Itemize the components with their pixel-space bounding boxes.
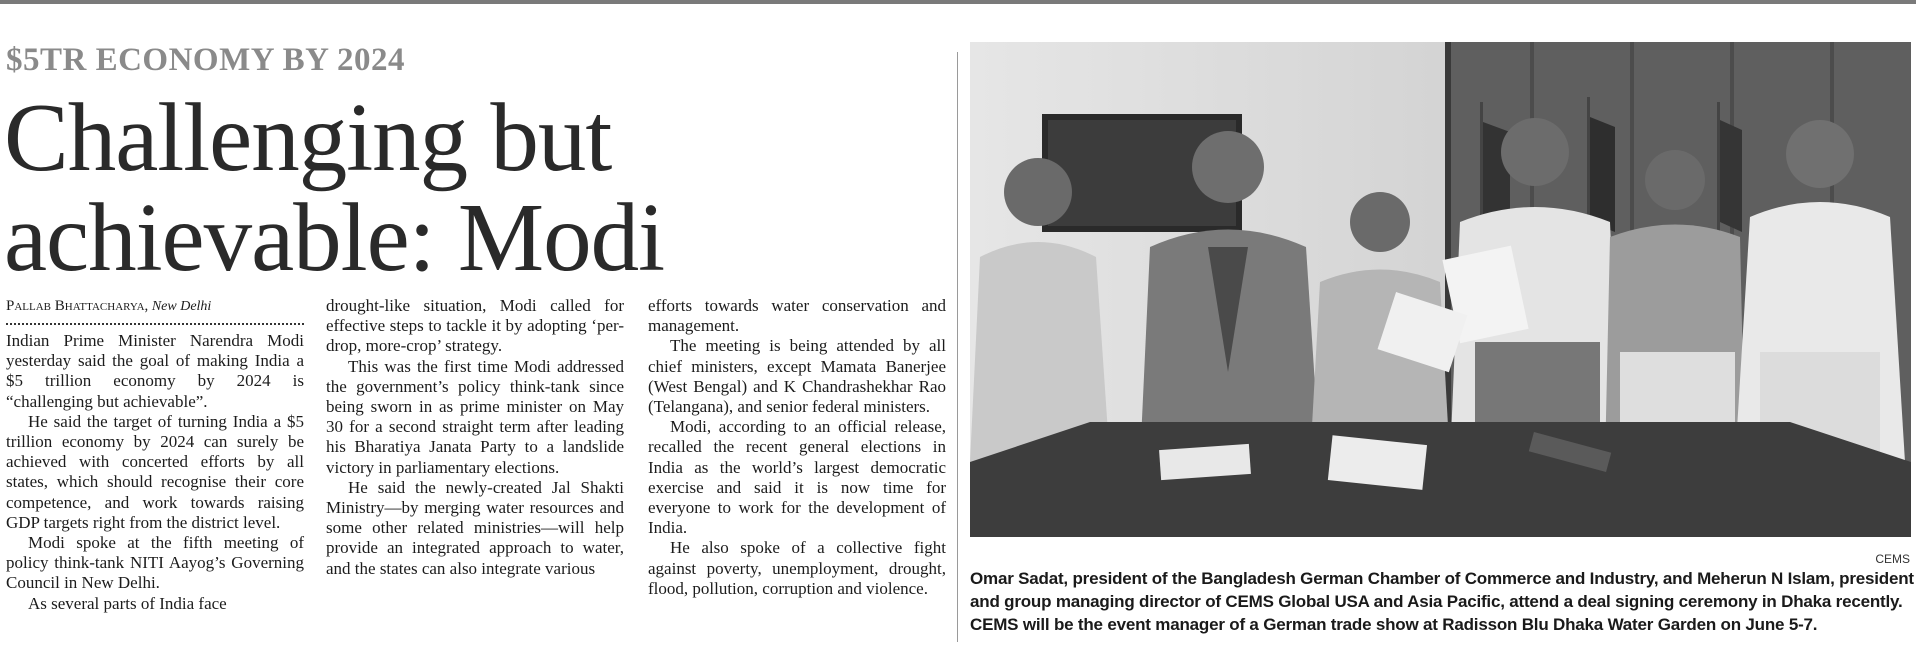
photo-credit: CEMS (1875, 552, 1910, 566)
byline (6, 298, 211, 315)
paragraph: He also spoke of a collective fight against poverty, unemployment, drought, flood, pollution, corruption and violence. (648, 538, 946, 598)
paragraph: He said the target of turning India a $5 trillion economy by 2024 can surely be achieved with concerted efforts by all states, which should recognise their core competence, and work towards raising GDP targets right from the district level. (6, 411, 304, 532)
article-column-2 (326, 296, 624, 579)
top-rule (0, 0, 1916, 4)
caption-line-3: CEMS will be the event manager of a German trade show at Radisson Blu Dhaka Water Garden on June 5-7. (970, 615, 1818, 634)
column-divider (957, 52, 958, 642)
paragraph: He said the newly-created Jal Shakti Ministry—by merging water resources and some other related ministries—will help provide an integrated approach to water, and the states can also integrate various (326, 477, 624, 578)
caption-line-1: Omar Sadat, president of the Bangladesh German Chamber of Commerce and Industry, and Meherun N Islam, president (970, 569, 1914, 588)
byline-divider (6, 323, 304, 325)
news-photo (970, 42, 1911, 537)
paragraph: Modi spoke at the fifth meeting of policy think-tank NITI Aayog’s Governing Council in New Delhi. (6, 533, 304, 593)
paragraph: efforts towards water conservation and management. (648, 296, 946, 336)
byline-dateline: New Delhi (151, 299, 212, 314)
paragraph: Indian Prime Minister Narendra Modi yesterday said the goal of making India a $5 trillion economy by 2024 is “challenging but achievable”. (6, 331, 304, 411)
kicker: $5TR ECONOMY BY 2024 (6, 42, 405, 78)
headline (4, 84, 954, 291)
headline-line-1: Challenging but (4, 84, 612, 191)
caption-line-2: and group managing director of CEMS Global USA and Asia Pacific, attend a deal signing ceremony in Dhaka recently. (970, 592, 1903, 611)
paragraph: The meeting is being attended by all chief ministers, except Mamata Banerjee (West Bengal) and K Chandrashekhar Rao (Telangana), and senior federal ministers. (648, 336, 946, 417)
photo-illustration (970, 42, 1911, 537)
headline-line-2: achievable: Modi (4, 184, 665, 291)
byline-author: Pallab Bhattacharya, (6, 298, 149, 314)
paragraph: As several parts of India face (28, 593, 227, 613)
paragraph: Modi, according to an official release, recalled the recent general elections in India as the world’s largest democratic exercise and said it is now time for everyone to work for the development of India. (648, 417, 946, 538)
paragraph: This was the first time Modi addressed the government’s policy think-tank since being sworn in as prime minister on May 30 for a second straight term after leading his Bharatiya Janata Party to a landslide victory in parliamentary elections. (326, 356, 624, 477)
paragraph: drought-like situation, Modi called for effective steps to tackle it by adopting ‘per-drop, more-crop’ strategy. (326, 296, 624, 356)
article-column-1 (6, 331, 304, 614)
article-column-3 (648, 296, 946, 599)
photo-caption (970, 567, 1914, 636)
